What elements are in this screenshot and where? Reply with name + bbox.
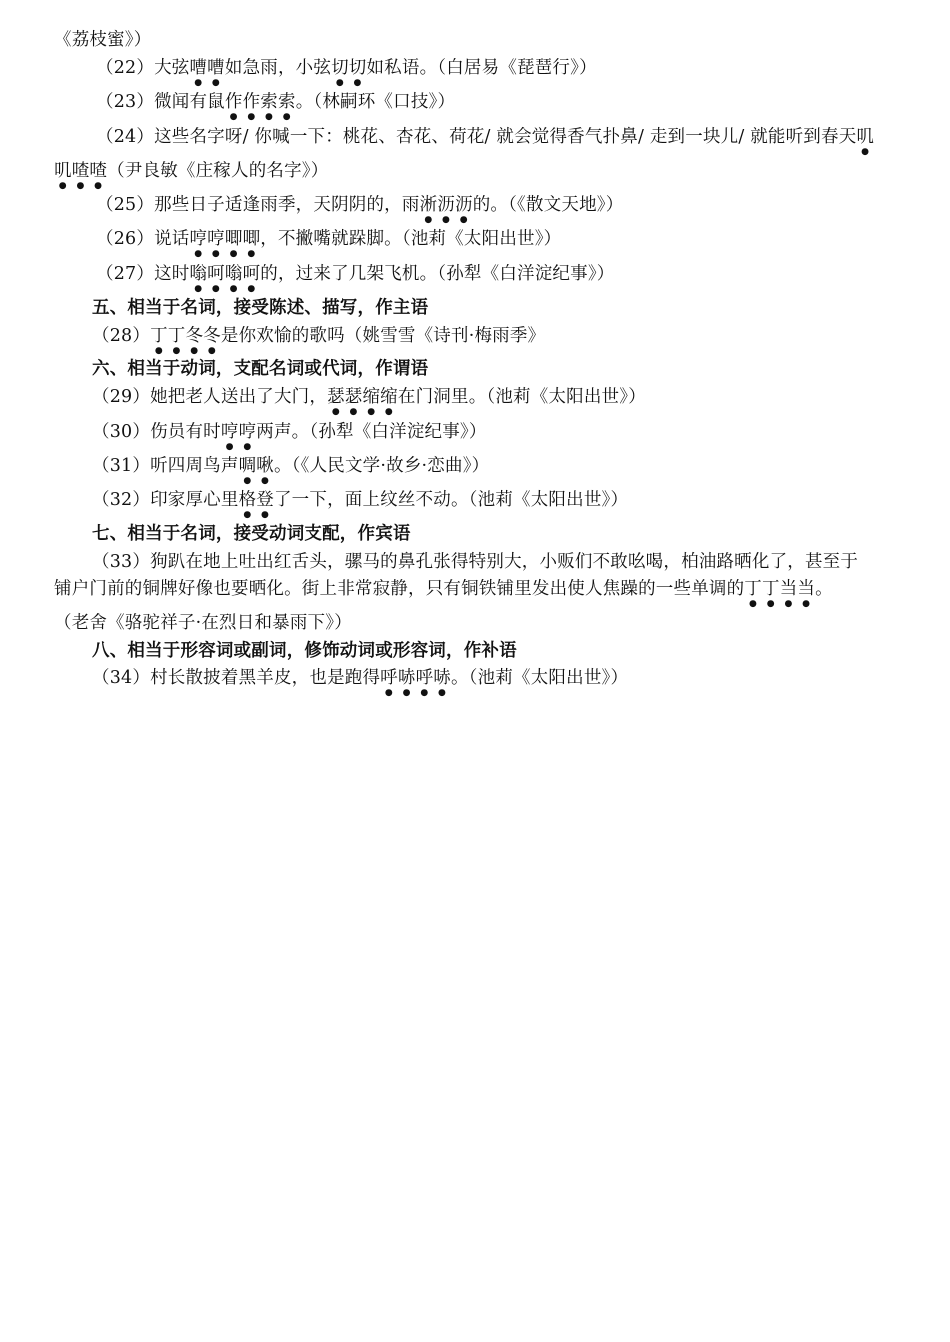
text-segment: 的，过来了几架飞机。（孙犁《白洋淀纪事》） (260, 264, 615, 284)
emphasized-word: 哼哼 (220, 422, 257, 442)
text-segment: 了一下，面上纹丝不动。（池莉《太阳出世》） (273, 490, 629, 510)
section-heading-6 (92, 358, 428, 380)
text-segment: 是你欢愉的歌吗（姚雪雪《诗刊·梅雨季》 (220, 326, 546, 346)
example-24-line-1 (96, 126, 874, 157)
example-32 (92, 489, 628, 520)
example-33-line-1 (92, 551, 858, 573)
emphasized-word: 丁丁当当 (744, 579, 816, 599)
text-segment: （尹良敏《庄稼人的名字》） (107, 161, 329, 181)
section-heading-8 (92, 640, 517, 662)
emphasized-word: 啁啾 (238, 456, 274, 476)
text-segment: （31）听四周鸟声 (92, 456, 239, 476)
emphasized-word: 哼哼唧唧 (189, 229, 261, 249)
example-34 (92, 667, 628, 698)
example-22 (96, 57, 597, 88)
emphasized-word: 嘈嘈 (189, 58, 225, 78)
text-segment: （33）狗趴在地上吐出红舌头，骡马的鼻孔张得特别大，小贩们不敢吆喝，柏油路晒化了，甚至于 (92, 552, 859, 572)
text-segment: 如私语。（白居易《琵琶行》） (366, 58, 597, 78)
example-25 (96, 194, 623, 225)
text-segment: 《荔枝蜜》） (54, 30, 152, 50)
text-segment: 。（林嗣环《口技》） (295, 92, 456, 112)
emphasized-word: 淅沥沥 (419, 195, 473, 215)
example-29 (92, 386, 646, 417)
text-segment: 如急雨，小弦 (224, 58, 332, 78)
text-segment: （28） (92, 326, 151, 346)
section-heading-7 (92, 523, 411, 545)
text-segment: 的。（《散文天地》） (472, 195, 624, 215)
text-segment: 五、相当于名词，接受陈述、描写，作主语 (92, 298, 429, 318)
emphasized-word: 格登 (238, 490, 274, 510)
text-segment: （29）她把老人送出了大门， (92, 387, 328, 407)
text-segment: ，不撇嘴就跺脚。（池莉《太阳出世》） (260, 229, 562, 249)
example-26 (96, 228, 561, 259)
text-segment: 。（池莉《太阳出世》） (450, 668, 629, 688)
text-segment: （25）那些日子适逢雨季，天阴阴的，雨 (96, 195, 420, 215)
example-33-line-2 (54, 578, 833, 609)
emphasized-word: 呼哧呼哧 (380, 668, 451, 688)
example-33-source (54, 612, 352, 634)
text-segment: （23）微闻有鼠 (96, 92, 225, 112)
emphasized-word: 叽喳喳 (54, 161, 108, 181)
text-segment: （32）印家厚心里 (92, 490, 239, 510)
text-segment: 铺户门前的铜牌好像也要晒化。街上非常寂静，只有铜铁铺里发出使人焦躁的一些单调的 (54, 579, 745, 599)
emphasized-word: 嗡呵嗡呵 (189, 264, 261, 284)
emphasized-word: 切切 (331, 58, 367, 78)
text-segment: （22）大弦 (96, 58, 190, 78)
text-segment: 。（《人民文学·故乡·恋曲》） (273, 456, 490, 476)
text-segment: （30）伤员有时 (92, 422, 221, 442)
text-segment: 六、相当于动词，支配名词或代词，作谓语 (92, 359, 429, 379)
example-31 (92, 455, 489, 486)
example-24-line-2 (54, 160, 328, 191)
text-segment: （34）村长散披着黑羊皮，也是跑得 (92, 668, 381, 688)
emphasized-word: 叽 (856, 127, 875, 147)
text-segment: （26）说话 (96, 229, 190, 249)
text-segment: 。 (815, 579, 833, 599)
text-segment: （27）这时 (96, 264, 190, 284)
example-28 (92, 325, 545, 356)
text-segment: 两声。（孙犁《白洋淀纪事》） (256, 422, 487, 442)
text-segment: 八、相当于形容词或副词，修饰动词或形容词，作补语 (92, 641, 517, 661)
example-30 (92, 421, 487, 452)
example-23 (96, 91, 455, 122)
text-segment: （老舍《骆驼祥子·在烈日和暴雨下》） (54, 613, 352, 633)
section-heading-5 (92, 297, 428, 319)
text-segment: 七、相当于名词，接受动词支配，作宾语 (92, 524, 411, 544)
emphasized-word: 作作索索 (224, 92, 296, 112)
emphasized-word: 丁丁冬冬 (150, 326, 221, 346)
text-segment: 在门洞里。（池莉《太阳出世》） (397, 387, 646, 407)
example-27 (96, 263, 614, 294)
emphasized-word: 瑟瑟缩缩 (327, 387, 398, 407)
text-line (54, 29, 151, 51)
text-segment: （24）这些名字呀/ 你喊一下：桃花、杏花、荷花/ 就会觉得香气扑鼻/ 走到一块儿/ 就能听到春天 (96, 127, 857, 147)
